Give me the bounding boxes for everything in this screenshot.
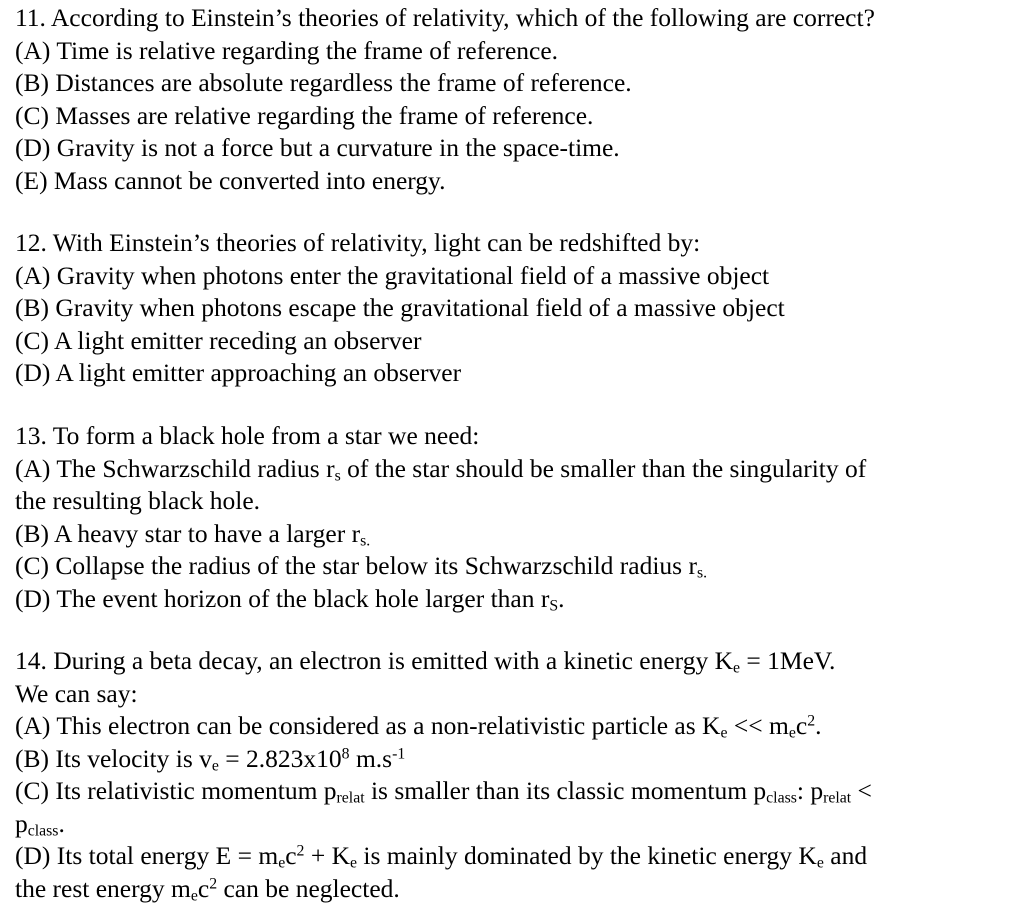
question-14 xyxy=(15,645,1010,905)
subscript: S xyxy=(549,596,559,614)
subscript: e xyxy=(211,756,219,774)
text: (D) The event horizon of the black hole larger than r xyxy=(15,583,550,613)
subscript: e xyxy=(190,886,198,904)
superscript: -1 xyxy=(392,744,406,762)
option-c xyxy=(15,775,1010,808)
question-stem xyxy=(15,645,1010,678)
text: of the star should be smaller than the singularity of xyxy=(340,453,867,483)
subscript: relat xyxy=(823,789,852,807)
option-b: (B) Gravity when photons escape the gravitational field of a massive object xyxy=(15,293,785,322)
subscript: class xyxy=(766,789,797,807)
text: p xyxy=(15,808,28,838)
subscript: e xyxy=(816,854,824,872)
text: m.s xyxy=(349,743,393,773)
text: (C) Its relativistic momentum p xyxy=(15,776,337,805)
text: = 1MeV. xyxy=(740,646,836,675)
text: (A) This electron can be considered as a non-relativistic particle as K xyxy=(15,711,721,740)
option-c: (C) Masses are relative regarding the frame of reference. xyxy=(15,100,594,130)
option-c-continued xyxy=(15,808,1010,841)
option-a-continued: the resulting black hole. xyxy=(15,486,261,515)
text: (C) Collapse the radius of the star below its Schwarzschild radius r xyxy=(15,551,697,580)
option-c xyxy=(15,550,1010,583)
option-d: (D) A light emitter approaching an observer xyxy=(15,358,462,387)
text: . xyxy=(815,711,822,740)
subscript: e xyxy=(349,854,357,872)
subscript: e xyxy=(733,659,741,677)
text: and xyxy=(823,841,868,870)
question-stem: 13. To form a black hole from a star we need: xyxy=(15,421,480,450)
text: < xyxy=(851,776,872,805)
question-stem: 12. With Einstein’s theories of relativity, light can be redshifted by: xyxy=(15,228,701,257)
option-b xyxy=(15,743,1010,776)
text: 14. During a beta decay, an electron is emitted with a kinetic energy K xyxy=(15,646,733,675)
text: can be neglected. xyxy=(217,873,400,903)
question-stem-continued: We can say: xyxy=(15,678,138,708)
text: (B) Its velocity is v xyxy=(15,743,212,773)
option-d xyxy=(15,840,1010,873)
option-a xyxy=(15,453,1010,486)
text: = 2.823x10 xyxy=(218,743,342,773)
subscript: s. xyxy=(360,531,371,549)
option-a xyxy=(15,710,1010,743)
text: : p xyxy=(796,776,824,805)
question-12 xyxy=(15,227,1010,390)
option-c: (C) A light emitter receding an observer xyxy=(15,325,422,355)
question-13 xyxy=(15,420,1010,615)
superscript: 2 xyxy=(209,874,218,892)
question-stem: 11. According to Einstein’s theories of relativity, which of the following are correct? xyxy=(15,3,875,32)
option-a: (A) Gravity when photons enter the gravitational field of a massive object xyxy=(15,260,770,290)
subscript: class xyxy=(27,821,59,839)
superscript: 2 xyxy=(296,842,305,860)
text: the rest energy m xyxy=(15,873,191,903)
option-d-continued xyxy=(15,873,1010,906)
subscript: s. xyxy=(696,564,708,582)
option-d xyxy=(15,583,1010,616)
text: c xyxy=(197,873,210,903)
text: (A) The Schwarzschild radius r xyxy=(15,453,335,483)
text: is smaller than its classic momentum p xyxy=(364,776,767,805)
option-e: (E) Mass cannot be converted into energy. xyxy=(15,165,446,195)
text: is mainly dominated by the kinetic energy K xyxy=(357,841,817,870)
superscript: 2 xyxy=(807,712,816,730)
text: (D) Its total energy E = m xyxy=(15,841,279,870)
option-b xyxy=(15,518,1010,551)
subscript: e xyxy=(788,724,796,742)
subscript: e xyxy=(278,854,286,872)
text: c xyxy=(285,841,297,870)
option-d: (D) Gravity is not a force but a curvature in the space-time. xyxy=(15,133,620,162)
subscript: relat xyxy=(336,789,365,807)
text: << m xyxy=(727,711,789,740)
subscript: e xyxy=(720,724,728,742)
question-11 xyxy=(15,2,1010,197)
text: . xyxy=(58,808,65,838)
text: + K xyxy=(304,841,350,870)
text: c xyxy=(795,711,808,740)
option-b: (B) Distances are absolute regardless the frame of reference. xyxy=(15,68,632,97)
option-a: (A) Time is relative regarding the frame of reference. xyxy=(15,35,559,65)
text: (B) A heavy star to have a larger r xyxy=(15,518,361,548)
text: . xyxy=(558,583,565,613)
subscript: s xyxy=(334,466,341,484)
superscript: 8 xyxy=(341,744,350,762)
